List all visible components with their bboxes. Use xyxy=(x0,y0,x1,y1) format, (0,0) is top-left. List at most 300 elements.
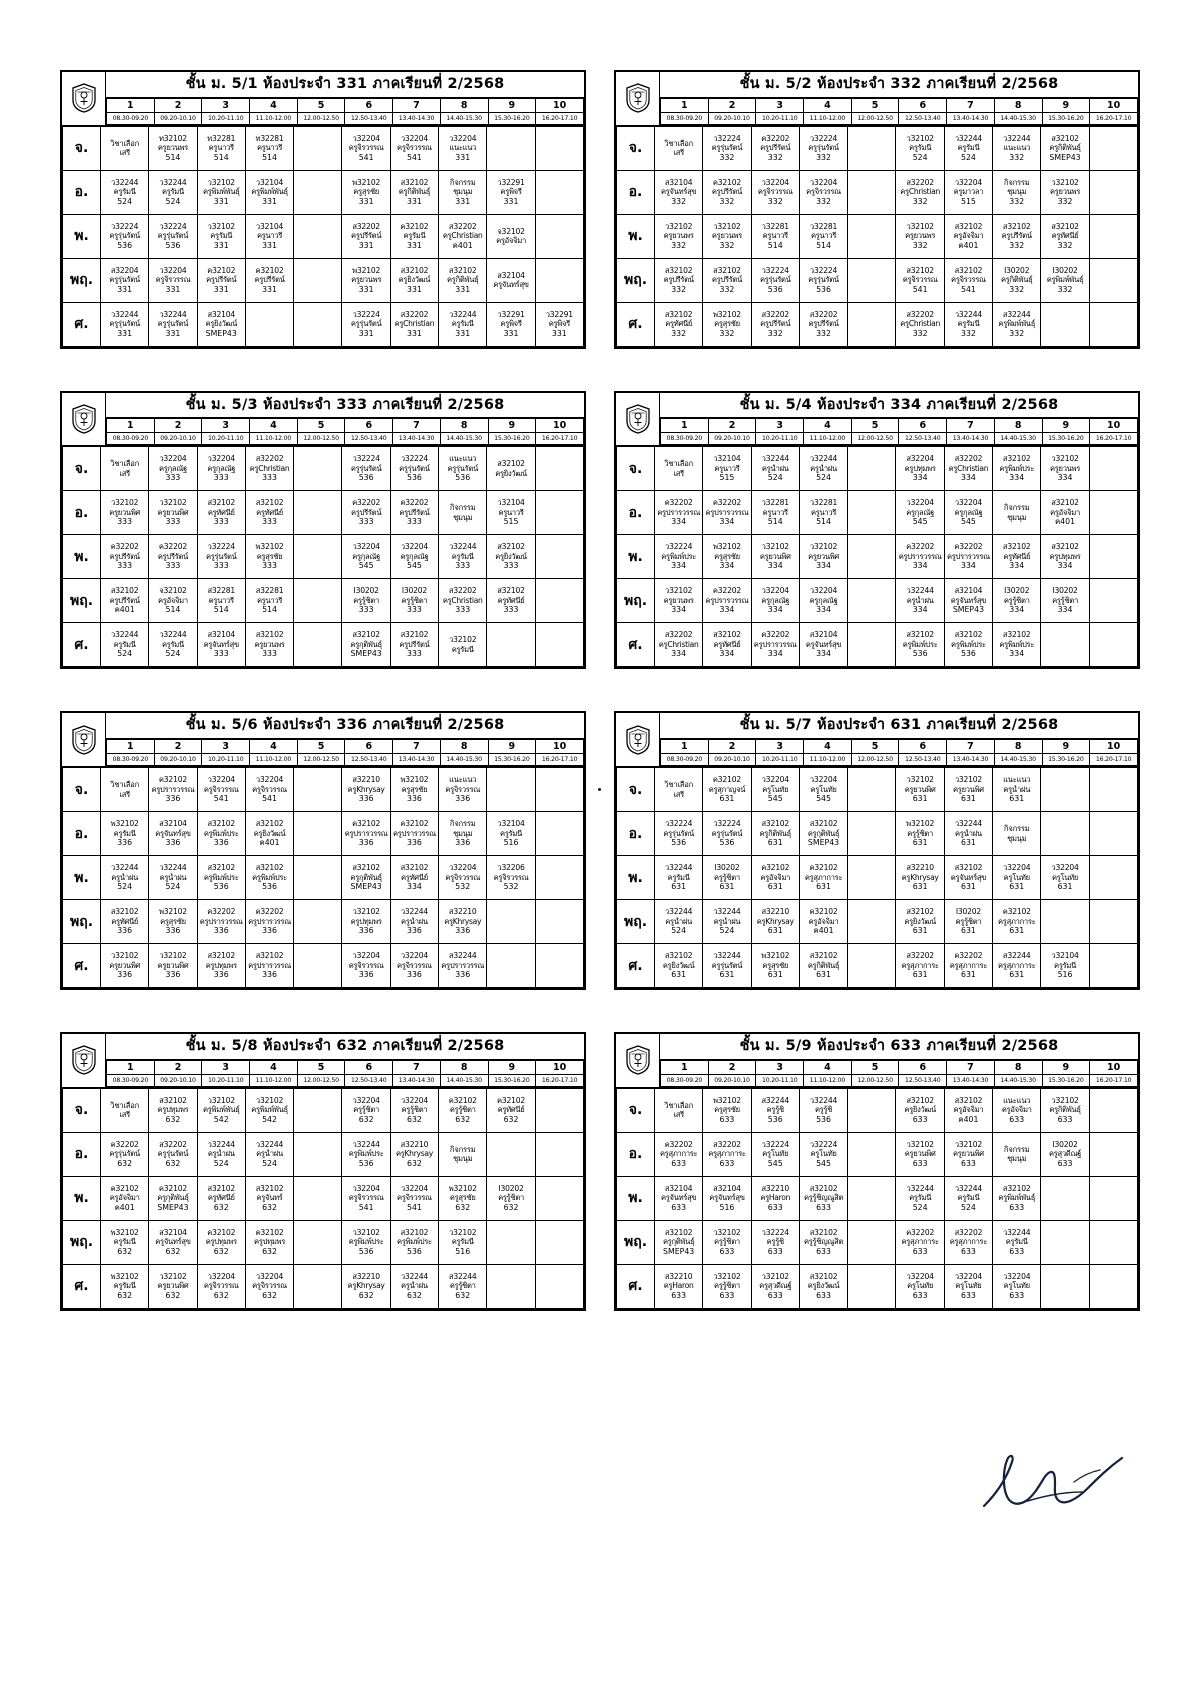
schedule-cell[interactable] xyxy=(535,1264,583,1308)
schedule-cell[interactable] xyxy=(655,170,703,214)
schedule-cell[interactable] xyxy=(993,302,1041,346)
schedule-cell[interactable] xyxy=(1041,856,1089,900)
schedule-cell[interactable] xyxy=(487,900,535,944)
schedule-cell[interactable] xyxy=(390,447,438,491)
schedule-cell[interactable] xyxy=(149,1176,197,1220)
schedule-cell[interactable] xyxy=(390,856,438,900)
schedule-cell[interactable] xyxy=(535,258,583,302)
schedule-cell[interactable] xyxy=(245,1264,293,1308)
schedule-cell[interactable] xyxy=(993,535,1041,579)
schedule-cell[interactable] xyxy=(197,1220,245,1264)
schedule-cell[interactable] xyxy=(149,856,197,900)
schedule-cell[interactable] xyxy=(993,900,1041,944)
schedule-cell[interactable] xyxy=(848,768,896,812)
schedule-cell[interactable] xyxy=(149,1264,197,1308)
schedule-cell[interactable] xyxy=(944,1132,992,1176)
schedule-cell[interactable] xyxy=(149,768,197,812)
schedule-cell[interactable] xyxy=(390,126,438,170)
schedule-cell[interactable] xyxy=(535,856,583,900)
schedule-cell[interactable] xyxy=(1041,214,1089,258)
schedule-cell[interactable] xyxy=(439,768,487,812)
schedule-cell[interactable] xyxy=(848,579,896,623)
schedule-cell[interactable] xyxy=(848,1088,896,1132)
schedule-cell[interactable] xyxy=(799,900,847,944)
schedule-cell[interactable] xyxy=(703,1088,751,1132)
schedule-cell[interactable] xyxy=(1041,900,1089,944)
schedule-cell[interactable] xyxy=(101,170,149,214)
schedule-cell[interactable] xyxy=(197,623,245,667)
schedule-cell[interactable] xyxy=(848,623,896,667)
schedule-cell[interactable] xyxy=(390,812,438,856)
schedule-cell[interactable] xyxy=(655,447,703,491)
schedule-cell[interactable] xyxy=(703,258,751,302)
schedule-cell[interactable] xyxy=(896,1264,944,1308)
schedule-cell[interactable] xyxy=(342,214,390,258)
schedule-cell[interactable] xyxy=(751,258,799,302)
schedule-cell[interactable] xyxy=(1041,1264,1089,1308)
schedule-cell[interactable] xyxy=(101,944,149,988)
schedule-cell[interactable] xyxy=(101,768,149,812)
schedule-cell[interactable] xyxy=(535,768,583,812)
schedule-cell[interactable] xyxy=(149,170,197,214)
schedule-cell[interactable] xyxy=(799,258,847,302)
schedule-cell[interactable] xyxy=(896,856,944,900)
schedule-cell[interactable] xyxy=(751,1264,799,1308)
schedule-cell[interactable] xyxy=(149,1088,197,1132)
schedule-cell[interactable] xyxy=(1089,623,1137,667)
schedule-cell[interactable] xyxy=(245,944,293,988)
schedule-cell[interactable] xyxy=(703,1220,751,1264)
schedule-cell[interactable] xyxy=(245,491,293,535)
schedule-cell[interactable] xyxy=(993,1088,1041,1132)
schedule-cell[interactable] xyxy=(655,1132,703,1176)
schedule-cell[interactable] xyxy=(1089,1220,1137,1264)
schedule-cell[interactable] xyxy=(197,535,245,579)
schedule-cell[interactable] xyxy=(390,579,438,623)
schedule-cell[interactable] xyxy=(342,1176,390,1220)
schedule-cell[interactable] xyxy=(655,768,703,812)
schedule-cell[interactable] xyxy=(944,1176,992,1220)
schedule-cell[interactable] xyxy=(799,579,847,623)
schedule-cell[interactable] xyxy=(197,900,245,944)
schedule-cell[interactable] xyxy=(487,1176,535,1220)
schedule-cell[interactable] xyxy=(535,579,583,623)
schedule-cell[interactable] xyxy=(342,126,390,170)
schedule-cell[interactable] xyxy=(944,535,992,579)
schedule-cell[interactable] xyxy=(703,126,751,170)
schedule-cell[interactable] xyxy=(703,1264,751,1308)
schedule-cell[interactable] xyxy=(703,944,751,988)
schedule-cell[interactable] xyxy=(993,1220,1041,1264)
schedule-cell[interactable] xyxy=(439,1088,487,1132)
schedule-cell[interactable] xyxy=(1041,944,1089,988)
schedule-cell[interactable] xyxy=(1089,944,1137,988)
schedule-cell[interactable] xyxy=(294,535,342,579)
schedule-cell[interactable] xyxy=(101,623,149,667)
schedule-cell[interactable] xyxy=(342,1088,390,1132)
schedule-cell[interactable] xyxy=(799,1264,847,1308)
schedule-cell[interactable] xyxy=(101,1264,149,1308)
schedule-cell[interactable] xyxy=(799,535,847,579)
schedule-cell[interactable] xyxy=(294,579,342,623)
schedule-cell[interactable] xyxy=(245,856,293,900)
schedule-cell[interactable] xyxy=(487,1220,535,1264)
schedule-cell[interactable] xyxy=(101,126,149,170)
schedule-cell[interactable] xyxy=(535,447,583,491)
schedule-cell[interactable] xyxy=(439,1132,487,1176)
schedule-cell[interactable] xyxy=(848,535,896,579)
schedule-cell[interactable] xyxy=(101,1088,149,1132)
schedule-cell[interactable] xyxy=(993,579,1041,623)
schedule-cell[interactable] xyxy=(944,258,992,302)
schedule-cell[interactable] xyxy=(751,535,799,579)
schedule-cell[interactable] xyxy=(342,1132,390,1176)
schedule-cell[interactable] xyxy=(848,856,896,900)
schedule-cell[interactable] xyxy=(751,170,799,214)
schedule-cell[interactable] xyxy=(487,1088,535,1132)
schedule-cell[interactable] xyxy=(993,170,1041,214)
schedule-cell[interactable] xyxy=(848,302,896,346)
schedule-cell[interactable] xyxy=(993,944,1041,988)
schedule-cell[interactable] xyxy=(799,126,847,170)
schedule-cell[interactable] xyxy=(342,535,390,579)
schedule-cell[interactable] xyxy=(342,1220,390,1264)
schedule-cell[interactable] xyxy=(487,258,535,302)
schedule-cell[interactable] xyxy=(390,1088,438,1132)
schedule-cell[interactable] xyxy=(896,126,944,170)
schedule-cell[interactable] xyxy=(944,126,992,170)
schedule-cell[interactable] xyxy=(944,1088,992,1132)
schedule-cell[interactable] xyxy=(848,1220,896,1264)
schedule-cell[interactable] xyxy=(1089,214,1137,258)
schedule-cell[interactable] xyxy=(294,170,342,214)
schedule-cell[interactable] xyxy=(149,623,197,667)
schedule-cell[interactable] xyxy=(848,1176,896,1220)
schedule-cell[interactable] xyxy=(149,126,197,170)
schedule-cell[interactable] xyxy=(342,447,390,491)
schedule-cell[interactable] xyxy=(1041,535,1089,579)
schedule-cell[interactable] xyxy=(535,1088,583,1132)
schedule-cell[interactable] xyxy=(487,214,535,258)
schedule-cell[interactable] xyxy=(197,1176,245,1220)
schedule-cell[interactable] xyxy=(655,1264,703,1308)
schedule-cell[interactable] xyxy=(487,1264,535,1308)
schedule-cell[interactable] xyxy=(487,170,535,214)
schedule-cell[interactable] xyxy=(1089,900,1137,944)
schedule-cell[interactable] xyxy=(848,126,896,170)
schedule-cell[interactable] xyxy=(944,491,992,535)
schedule-cell[interactable] xyxy=(751,856,799,900)
schedule-cell[interactable] xyxy=(439,812,487,856)
schedule-cell[interactable] xyxy=(703,1176,751,1220)
schedule-cell[interactable] xyxy=(896,768,944,812)
schedule-cell[interactable] xyxy=(535,126,583,170)
schedule-cell[interactable] xyxy=(1089,579,1137,623)
schedule-cell[interactable] xyxy=(944,302,992,346)
schedule-cell[interactable] xyxy=(245,126,293,170)
schedule-cell[interactable] xyxy=(655,491,703,535)
schedule-cell[interactable] xyxy=(993,1132,1041,1176)
schedule-cell[interactable] xyxy=(1089,1088,1137,1132)
schedule-cell[interactable] xyxy=(751,579,799,623)
schedule-cell[interactable] xyxy=(535,1132,583,1176)
schedule-cell[interactable] xyxy=(439,579,487,623)
schedule-cell[interactable] xyxy=(1041,491,1089,535)
schedule-cell[interactable] xyxy=(390,944,438,988)
schedule-cell[interactable] xyxy=(1041,126,1089,170)
schedule-cell[interactable] xyxy=(149,258,197,302)
schedule-cell[interactable] xyxy=(944,1264,992,1308)
schedule-cell[interactable] xyxy=(439,1176,487,1220)
schedule-cell[interactable] xyxy=(342,579,390,623)
schedule-cell[interactable] xyxy=(245,812,293,856)
schedule-cell[interactable] xyxy=(535,812,583,856)
schedule-cell[interactable] xyxy=(487,491,535,535)
schedule-cell[interactable] xyxy=(342,900,390,944)
schedule-cell[interactable] xyxy=(944,447,992,491)
schedule-cell[interactable] xyxy=(390,302,438,346)
schedule-cell[interactable] xyxy=(944,1220,992,1264)
schedule-cell[interactable] xyxy=(655,623,703,667)
schedule-cell[interactable] xyxy=(197,447,245,491)
schedule-cell[interactable] xyxy=(342,768,390,812)
schedule-cell[interactable] xyxy=(294,214,342,258)
schedule-cell[interactable] xyxy=(197,302,245,346)
schedule-cell[interactable] xyxy=(390,623,438,667)
schedule-cell[interactable] xyxy=(848,170,896,214)
schedule-cell[interactable] xyxy=(245,447,293,491)
schedule-cell[interactable] xyxy=(896,535,944,579)
schedule-cell[interactable] xyxy=(245,214,293,258)
schedule-cell[interactable] xyxy=(655,900,703,944)
schedule-cell[interactable] xyxy=(993,447,1041,491)
schedule-cell[interactable] xyxy=(655,1220,703,1264)
schedule-cell[interactable] xyxy=(245,768,293,812)
schedule-cell[interactable] xyxy=(751,1132,799,1176)
schedule-cell[interactable] xyxy=(1089,491,1137,535)
schedule-cell[interactable] xyxy=(101,258,149,302)
schedule-cell[interactable] xyxy=(487,126,535,170)
schedule-cell[interactable] xyxy=(1089,447,1137,491)
schedule-cell[interactable] xyxy=(101,535,149,579)
schedule-cell[interactable] xyxy=(294,1220,342,1264)
schedule-cell[interactable] xyxy=(993,258,1041,302)
schedule-cell[interactable] xyxy=(294,302,342,346)
schedule-cell[interactable] xyxy=(751,768,799,812)
schedule-cell[interactable] xyxy=(1089,170,1137,214)
schedule-cell[interactable] xyxy=(101,812,149,856)
schedule-cell[interactable] xyxy=(439,944,487,988)
schedule-cell[interactable] xyxy=(342,302,390,346)
schedule-cell[interactable] xyxy=(535,623,583,667)
schedule-cell[interactable] xyxy=(944,579,992,623)
schedule-cell[interactable] xyxy=(1041,579,1089,623)
schedule-cell[interactable] xyxy=(799,214,847,258)
schedule-cell[interactable] xyxy=(535,170,583,214)
schedule-cell[interactable] xyxy=(703,812,751,856)
schedule-cell[interactable] xyxy=(342,856,390,900)
schedule-cell[interactable] xyxy=(799,856,847,900)
schedule-cell[interactable] xyxy=(197,126,245,170)
schedule-cell[interactable] xyxy=(848,1132,896,1176)
schedule-cell[interactable] xyxy=(439,856,487,900)
schedule-cell[interactable] xyxy=(245,170,293,214)
schedule-cell[interactable] xyxy=(487,535,535,579)
schedule-cell[interactable] xyxy=(197,258,245,302)
schedule-cell[interactable] xyxy=(197,1088,245,1132)
schedule-cell[interactable] xyxy=(1089,768,1137,812)
schedule-cell[interactable] xyxy=(1089,856,1137,900)
schedule-cell[interactable] xyxy=(993,214,1041,258)
schedule-cell[interactable] xyxy=(1041,302,1089,346)
schedule-cell[interactable] xyxy=(1089,302,1137,346)
schedule-cell[interactable] xyxy=(342,491,390,535)
schedule-cell[interactable] xyxy=(294,258,342,302)
schedule-cell[interactable] xyxy=(439,900,487,944)
schedule-cell[interactable] xyxy=(245,579,293,623)
schedule-cell[interactable] xyxy=(993,491,1041,535)
schedule-cell[interactable] xyxy=(294,126,342,170)
schedule-cell[interactable] xyxy=(245,623,293,667)
schedule-cell[interactable] xyxy=(101,1132,149,1176)
schedule-cell[interactable] xyxy=(535,1176,583,1220)
schedule-cell[interactable] xyxy=(799,1220,847,1264)
schedule-cell[interactable] xyxy=(751,1220,799,1264)
schedule-cell[interactable] xyxy=(245,1220,293,1264)
schedule-cell[interactable] xyxy=(245,1176,293,1220)
schedule-cell[interactable] xyxy=(799,491,847,535)
schedule-cell[interactable] xyxy=(1089,1132,1137,1176)
schedule-cell[interactable] xyxy=(848,900,896,944)
schedule-cell[interactable] xyxy=(535,900,583,944)
schedule-cell[interactable] xyxy=(439,623,487,667)
schedule-cell[interactable] xyxy=(1041,1176,1089,1220)
schedule-cell[interactable] xyxy=(799,623,847,667)
schedule-cell[interactable] xyxy=(149,812,197,856)
schedule-cell[interactable] xyxy=(751,302,799,346)
schedule-cell[interactable] xyxy=(245,900,293,944)
schedule-cell[interactable] xyxy=(197,856,245,900)
schedule-cell[interactable] xyxy=(390,768,438,812)
schedule-cell[interactable] xyxy=(703,214,751,258)
schedule-cell[interactable] xyxy=(993,623,1041,667)
schedule-cell[interactable] xyxy=(294,1088,342,1132)
schedule-cell[interactable] xyxy=(535,302,583,346)
schedule-cell[interactable] xyxy=(751,1088,799,1132)
schedule-cell[interactable] xyxy=(197,214,245,258)
schedule-cell[interactable] xyxy=(342,1264,390,1308)
schedule-cell[interactable] xyxy=(896,944,944,988)
schedule-cell[interactable] xyxy=(149,900,197,944)
schedule-cell[interactable] xyxy=(390,900,438,944)
schedule-cell[interactable] xyxy=(944,768,992,812)
schedule-cell[interactable] xyxy=(535,214,583,258)
schedule-cell[interactable] xyxy=(197,1264,245,1308)
schedule-cell[interactable] xyxy=(487,623,535,667)
schedule-cell[interactable] xyxy=(439,126,487,170)
schedule-cell[interactable] xyxy=(896,1220,944,1264)
schedule-cell[interactable] xyxy=(1041,623,1089,667)
schedule-cell[interactable] xyxy=(655,1088,703,1132)
schedule-cell[interactable] xyxy=(655,535,703,579)
schedule-cell[interactable] xyxy=(342,812,390,856)
schedule-cell[interactable] xyxy=(197,491,245,535)
schedule-cell[interactable] xyxy=(1089,126,1137,170)
schedule-cell[interactable] xyxy=(848,491,896,535)
schedule-cell[interactable] xyxy=(390,491,438,535)
schedule-cell[interactable] xyxy=(848,944,896,988)
schedule-cell[interactable] xyxy=(149,302,197,346)
schedule-cell[interactable] xyxy=(799,1088,847,1132)
schedule-cell[interactable] xyxy=(944,623,992,667)
schedule-cell[interactable] xyxy=(197,579,245,623)
schedule-cell[interactable] xyxy=(848,258,896,302)
schedule-cell[interactable] xyxy=(655,1176,703,1220)
schedule-cell[interactable] xyxy=(944,856,992,900)
schedule-cell[interactable] xyxy=(993,812,1041,856)
schedule-cell[interactable] xyxy=(896,491,944,535)
schedule-cell[interactable] xyxy=(245,1088,293,1132)
schedule-cell[interactable] xyxy=(993,1264,1041,1308)
schedule-cell[interactable] xyxy=(535,535,583,579)
schedule-cell[interactable] xyxy=(655,812,703,856)
schedule-cell[interactable] xyxy=(1089,1176,1137,1220)
schedule-cell[interactable] xyxy=(294,856,342,900)
schedule-cell[interactable] xyxy=(703,900,751,944)
schedule-cell[interactable] xyxy=(294,768,342,812)
schedule-cell[interactable] xyxy=(1041,258,1089,302)
schedule-cell[interactable] xyxy=(703,856,751,900)
schedule-cell[interactable] xyxy=(799,812,847,856)
schedule-cell[interactable] xyxy=(848,447,896,491)
schedule-cell[interactable] xyxy=(799,1132,847,1176)
schedule-cell[interactable] xyxy=(896,1088,944,1132)
schedule-cell[interactable] xyxy=(197,812,245,856)
schedule-cell[interactable] xyxy=(390,1220,438,1264)
schedule-cell[interactable] xyxy=(655,126,703,170)
schedule-cell[interactable] xyxy=(751,1176,799,1220)
schedule-cell[interactable] xyxy=(439,491,487,535)
schedule-cell[interactable] xyxy=(751,812,799,856)
schedule-cell[interactable] xyxy=(294,491,342,535)
schedule-cell[interactable] xyxy=(896,623,944,667)
schedule-cell[interactable] xyxy=(535,1220,583,1264)
schedule-cell[interactable] xyxy=(149,214,197,258)
schedule-cell[interactable] xyxy=(799,302,847,346)
schedule-cell[interactable] xyxy=(993,768,1041,812)
schedule-cell[interactable] xyxy=(390,1132,438,1176)
schedule-cell[interactable] xyxy=(896,579,944,623)
schedule-cell[interactable] xyxy=(1041,1088,1089,1132)
schedule-cell[interactable] xyxy=(751,491,799,535)
schedule-cell[interactable] xyxy=(149,447,197,491)
schedule-cell[interactable] xyxy=(390,1176,438,1220)
schedule-cell[interactable] xyxy=(896,1176,944,1220)
schedule-cell[interactable] xyxy=(896,214,944,258)
schedule-cell[interactable] xyxy=(896,1132,944,1176)
schedule-cell[interactable] xyxy=(703,302,751,346)
schedule-cell[interactable] xyxy=(751,900,799,944)
schedule-cell[interactable] xyxy=(993,126,1041,170)
schedule-cell[interactable] xyxy=(535,491,583,535)
schedule-cell[interactable] xyxy=(993,1176,1041,1220)
schedule-cell[interactable] xyxy=(703,768,751,812)
schedule-cell[interactable] xyxy=(944,900,992,944)
schedule-cell[interactable] xyxy=(896,812,944,856)
schedule-cell[interactable] xyxy=(799,447,847,491)
schedule-cell[interactable] xyxy=(101,856,149,900)
schedule-cell[interactable] xyxy=(799,170,847,214)
